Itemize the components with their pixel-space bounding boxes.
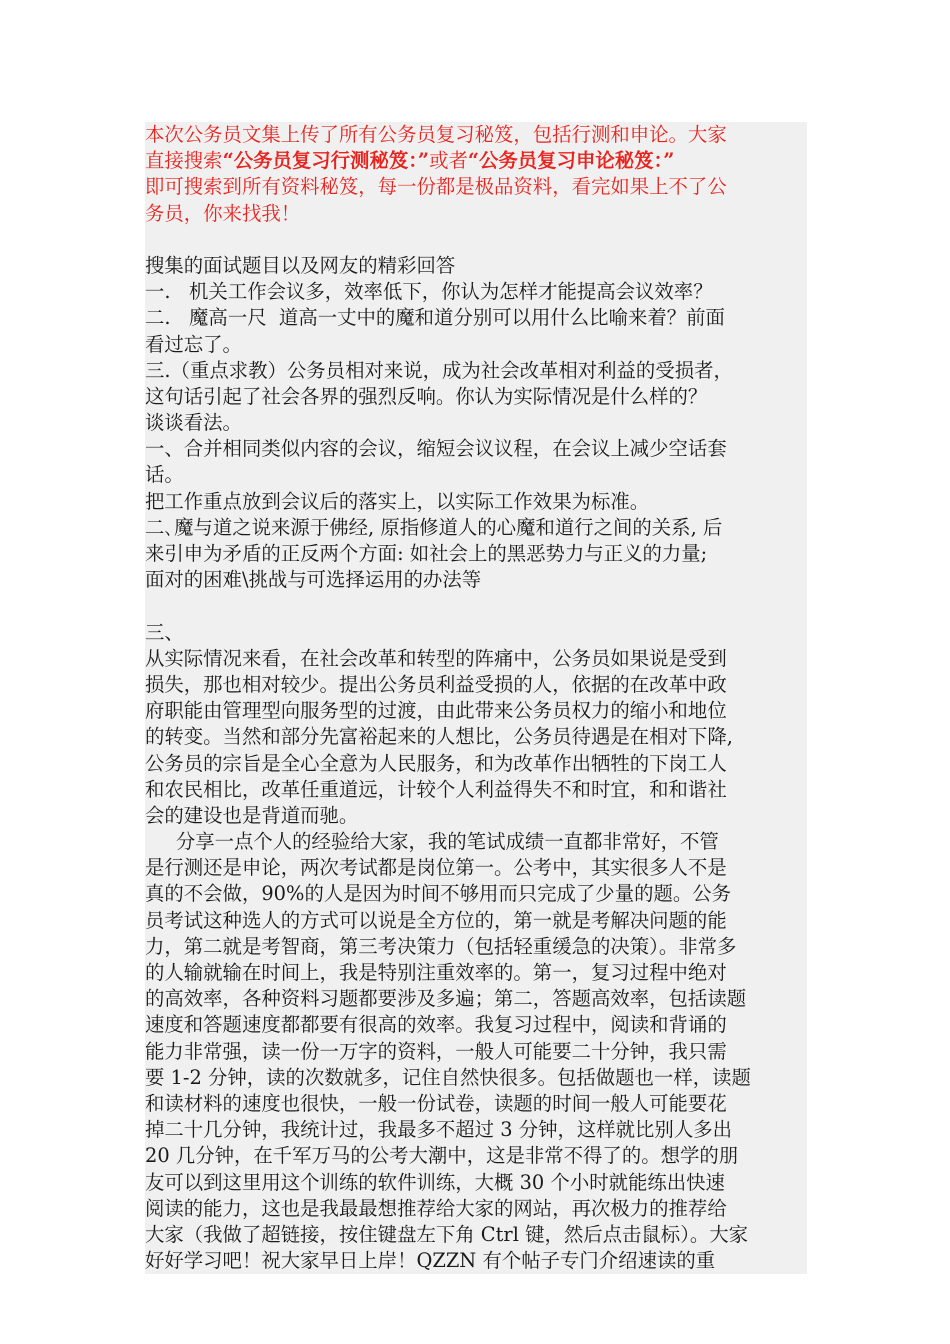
- text-line: 的人输就输在时间上，我是特别注重效率的。第一，复习过程中绝对: [145, 961, 727, 984]
- questions-section: [145, 253, 807, 593]
- answers-section: [145, 620, 807, 1275]
- text-line: 的转变。当然和部分先富裕起来的人想比，公务员待遇是在相对下降,: [145, 725, 733, 749]
- text-line: 是行测还是申论，两次考试都是岗位第一。公考中，其实很多人不是: [145, 856, 727, 880]
- text-line: 从实际情况来看，在社会改革和转型的阵痛中，公务员如果说是受到: [145, 646, 727, 670]
- notice-line-3: 即可搜索到所有资料秘笈，每一份都是极品资料，看完如果上不了公: [145, 175, 727, 199]
- blank-line: [145, 593, 807, 619]
- notice-text: 或者: [429, 149, 468, 173]
- text-line: 的高效率，各种资料习题都要涉及多遍；第二，答题高效率，包括读题: [145, 987, 747, 1011]
- text-line: 大家（我做了超链接，按住键盘左下角 Ctrl 键，然后点击鼠标）。大家: [145, 1222, 749, 1246]
- notice-text: 直接搜索: [145, 149, 223, 173]
- text-line: 真的不会做，90%的人是因为时间不够用而只完成了少量的题。公务: [145, 882, 732, 906]
- text-line: 二､魔与道之说来源于佛经, 原指修道人的心魔和道行之间的关系, 后: [145, 515, 723, 539]
- text-line: 面对的困难\挑战与可选择运用的办法等: [145, 568, 482, 592]
- text-line: 看过忘了。: [145, 332, 242, 356]
- text-line: 一、合并相同类似内容的会议，缩短会议议程，在会议上减少空话套: [145, 437, 727, 461]
- text-line: 把工作重点放到会议后的落实上，以实际工作效果为标准。: [145, 489, 650, 513]
- text-line: 好好学习吧！祝大家早日上岸！QZZN 有个帖子专门介绍速读的重: [145, 1249, 716, 1273]
- document-body: [145, 122, 807, 1274]
- notice-line-2: [145, 148, 807, 174]
- text-line: 20 几分钟，在千军万马的公考大潮中，这是非常不得了的。想学的朋: [145, 1144, 739, 1168]
- notice-line-1: 本次公务员文集上传了所有公务员复习秘笈，包括行测和申论。大家: [145, 123, 727, 146]
- text-line: 这句话引起了社会各界的强烈反响。你认为实际情况是什么样的？: [145, 384, 708, 408]
- text-line: 和读材料的速度也很快，一般一份试卷，读题的时间一般人可能要花: [145, 1091, 727, 1115]
- text-line: 三.（重点求教）公务员相对来说，成为社会改革相对利益的受损者，: [145, 358, 733, 382]
- text-line: 和农民相比，改革任重道远，计较个人利益得失不和时宜，和和谐社: [145, 777, 727, 801]
- text-line: 来引申为矛盾的正反两个方面: 如社会上的黑恶势力与正义的力量;: [145, 542, 708, 565]
- text-line: 员考试这种选人的方式可以说是全方位的，第一就是考解决问题的能: [145, 908, 727, 932]
- text-line: 话。: [145, 463, 184, 487]
- text-line: 损失，那也相对较少。提出公务员利益受损的人，依据的在改革中政: [145, 672, 727, 696]
- keyword-xingce: “公务员复习行测秘笈：”: [222, 149, 430, 173]
- text-line: 二. 魔高一尺 道高一丈中的魔和道分别可以用什么比喻来着？前面: [145, 306, 725, 330]
- text-line: 谈谈看法。: [145, 411, 242, 435]
- text-line: 分享一点个人的经验给大家，我的笔试成绩一直都非常好，不管: [145, 830, 719, 854]
- notice-line-4: 务员，你来找我！: [145, 201, 301, 225]
- text-line: 阅读的能力，这也是我最最想推荐给大家的网站，再次极力的推荐给: [145, 1196, 727, 1220]
- text-line: 力，第二就是考智商，第三考决策力（包括轻重缓急的决策）。非常多: [145, 934, 737, 958]
- text-line: 一. 机关工作会议多，效率低下，你认为怎样才能提高会议效率？: [145, 280, 713, 304]
- text-line: 三、: [145, 620, 184, 644]
- text-line: 能力非常强，读一份一万字的资料，一般人可能要二十分钟，我只需: [145, 1039, 727, 1063]
- text-line: 掉二十几分钟，我统计过，我最多不超过 3 分钟，这样就比别人多出: [145, 1118, 732, 1142]
- text-line: 要 1-2 分钟，读的次数就多，记住自然快很多。包括做题也一样，读题: [145, 1065, 751, 1089]
- text-line: 友可以到这里用这个训练的软件训练，大概 30 个小时就能练出快速: [145, 1170, 725, 1194]
- blank-line: [145, 227, 807, 253]
- text-line: 搜集的面试题目以及网友的精彩回答: [145, 253, 456, 277]
- text-line: 公务员的宗旨是全心全意为人民服务，和为改革作出牺牲的下岗工人: [145, 751, 727, 775]
- text-line: 会的建设也是背道而驰。: [145, 803, 359, 827]
- text-line: 府职能由管理型向服务型的过渡，由此带来公务员权力的缩小和地位: [145, 699, 727, 723]
- keyword-shenlun: “公务员复习申论秘笈：”: [467, 149, 675, 173]
- text-line: 速度和答题速度都都要有很高的效率。我复习过程中，阅读和背诵的: [145, 1013, 727, 1037]
